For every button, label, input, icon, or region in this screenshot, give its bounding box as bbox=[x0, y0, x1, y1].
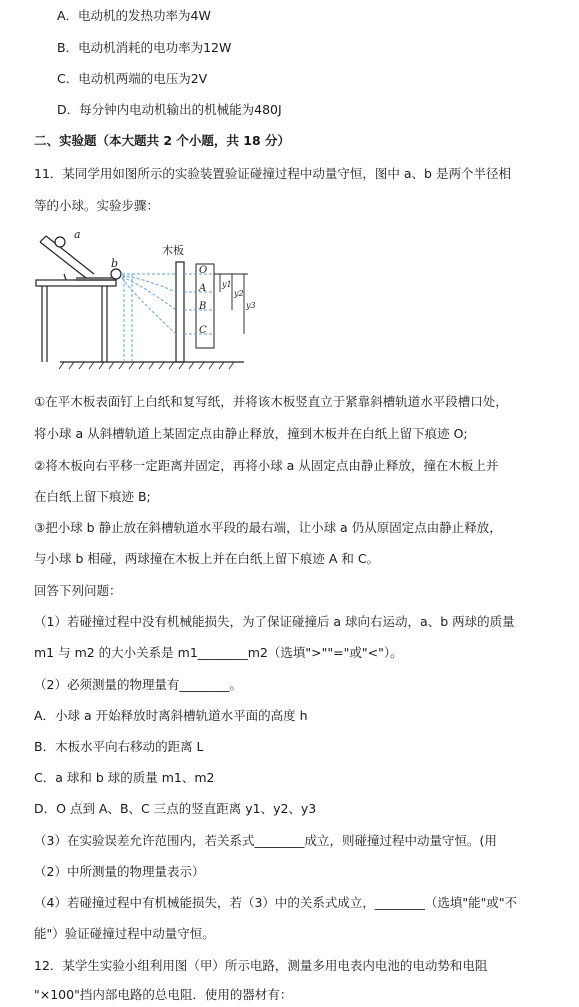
y3-label: y3 bbox=[246, 301, 256, 310]
y2-label: y2 bbox=[234, 289, 244, 298]
board-label: 木板 bbox=[162, 244, 184, 257]
q4-line-1: （4）若碰撞过程中有机械能损失，若（3）中的关系式成立，________（选填"能"或"不 bbox=[34, 895, 518, 910]
step-2-line-2: 在白纸上留下痕迹 B; bbox=[34, 489, 151, 504]
option-c-prev: C．电动机两端的电压为2V bbox=[57, 71, 208, 86]
q4-line-2: 能"）验证碰撞过程中动量守恒。 bbox=[34, 926, 215, 941]
q1-line-1: （1）若碰撞过程中没有机械能损失，为了保证碰撞后 a 球向右运动，a、b 两球的质量 bbox=[34, 614, 515, 629]
step-1-line-1: ①在平木板表面钉上白纸和复写纸，并将该木板竖直立于紧靠斜槽轨道水平段槽口处， bbox=[34, 394, 508, 409]
y1-label: y1 bbox=[222, 280, 232, 289]
section-title: 二、实验题（本大题共 2 个小题，共 18 分） bbox=[34, 133, 291, 148]
step-3-line-1: ③把小球 b 静止放在斜槽轨道水平段的最右端，让小球 a 仍从原固定点由静止释放， bbox=[34, 520, 502, 535]
step-1-line-2: 将小球 a 从斜槽轨道上某固定点由静止释放，撞到木板并在白纸上留下痕迹 O; bbox=[34, 426, 468, 441]
point-b-label: B bbox=[199, 301, 207, 312]
q12-line-1: 12．某学生实验小组利用图（甲）所示电路，测量多用电表内电池的电动势和电阻 bbox=[34, 958, 488, 973]
q11-intro-line-1: 11．某同学用如图所示的实验装置验证碰撞过程中动量守恒，图中 a、b 是两个半径相 bbox=[34, 166, 511, 181]
point-o-label: O bbox=[199, 265, 208, 276]
point-a-label: A bbox=[199, 283, 207, 294]
q2-option-c: C．a 球和 b 球的质量 m1、m2 bbox=[34, 770, 215, 785]
q2-option-b: B．木板水平向右移动的距离 L bbox=[34, 739, 204, 754]
point-c-label: C bbox=[199, 325, 207, 336]
q2-option-a: A．小球 a 开始释放时离斜槽轨道水平面的高度 h bbox=[34, 708, 308, 723]
q11-intro-line-2: 等的小球。实验步骤： bbox=[34, 198, 160, 213]
option-d-prev: D．每分钟内电动机输出的机械能为480J bbox=[57, 102, 282, 117]
answer-prompt: 回答下列问题： bbox=[34, 583, 122, 598]
label-a: a bbox=[74, 230, 81, 241]
q2-option-d: D．O 点到 A、B、C 三点的竖直距离 y1、y2、y3 bbox=[34, 801, 317, 816]
q3-line-1: （3）在实验误差允许范围内，若关系式________成立，则碰撞过程中动量守恒。(用 bbox=[34, 833, 497, 848]
q3-line-2: （2）中所测量的物理量表示） bbox=[34, 864, 205, 879]
step-2-line-1: ②将木板向右平移一定距离并固定，再将小球 a 从固定点由静止释放，撞在木板上并 bbox=[34, 458, 499, 473]
q12-line-2: "×100"挡内部电路的总电阻．使用的器材有： bbox=[34, 987, 293, 1002]
q1-line-2: m1 与 m2 的大小关系是 m1________m2（选填">""="或"<"）。 bbox=[34, 645, 403, 660]
option-a-prev: A．电动机的发热功率为4W bbox=[57, 8, 211, 23]
step-3-line-2: 与小球 b 相碰，两球撞在木板上并在白纸上留下痕迹 A 和 C。 bbox=[34, 551, 380, 566]
experiment-figure bbox=[34, 230, 266, 372]
q2-prompt: （2）必须测量的物理量有________。 bbox=[34, 677, 242, 692]
option-b-prev: B．电动机消耗的电功率为12W bbox=[57, 40, 232, 55]
label-b: b bbox=[111, 257, 119, 270]
